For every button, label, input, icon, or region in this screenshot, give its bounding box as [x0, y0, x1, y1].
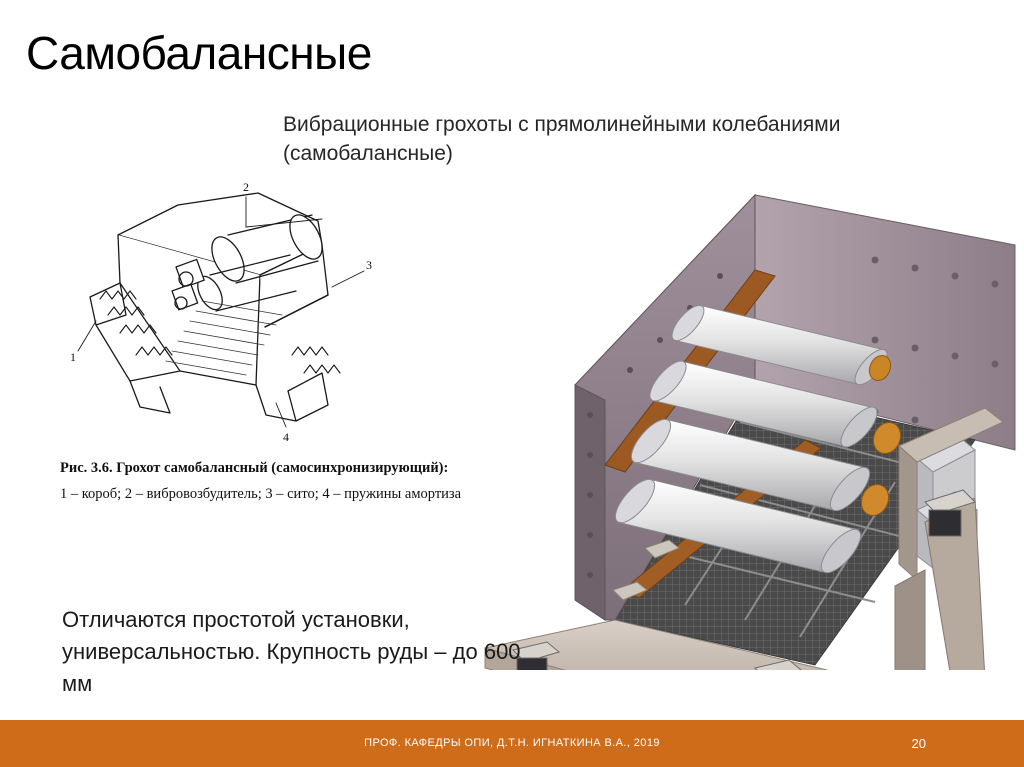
page-title: Самобалансные — [26, 27, 372, 79]
subtitle-text: Вибрационные грохоты с прямолинейными колебаниями (самобалансные) — [283, 113, 841, 165]
callout-1: 1 — [70, 350, 76, 364]
callout-4: 4 — [283, 430, 289, 444]
footer-text: ПРОФ. КАФЕДРЫ ОПИ, Д.Т.Н. ИГНАТКИНА В.А., 2019 — [364, 737, 660, 749]
footer-bar — [0, 720, 1024, 767]
vibrating-screen-illustration — [455, 150, 1024, 670]
figure-caption — [60, 455, 500, 507]
callout-2: 2 — [243, 180, 249, 194]
callout-3: 3 — [366, 258, 372, 272]
body-text: Отличаются простотой установки, универсальностью. Крупность руды – до 600 мм — [62, 607, 521, 696]
figure-caption-title: Рис. 3.6. Грохот самобалансный (самосинхронизирующий): — [60, 460, 449, 476]
screen-line-drawing — [60, 175, 490, 475]
screen-3d-render — [455, 150, 1024, 670]
figure-caption-legend: 1 – короб; 2 – вибровозбудитель; 3 – сито; 4 – пружины амортиза — [60, 486, 462, 502]
page-number: 20 — [911, 736, 926, 751]
